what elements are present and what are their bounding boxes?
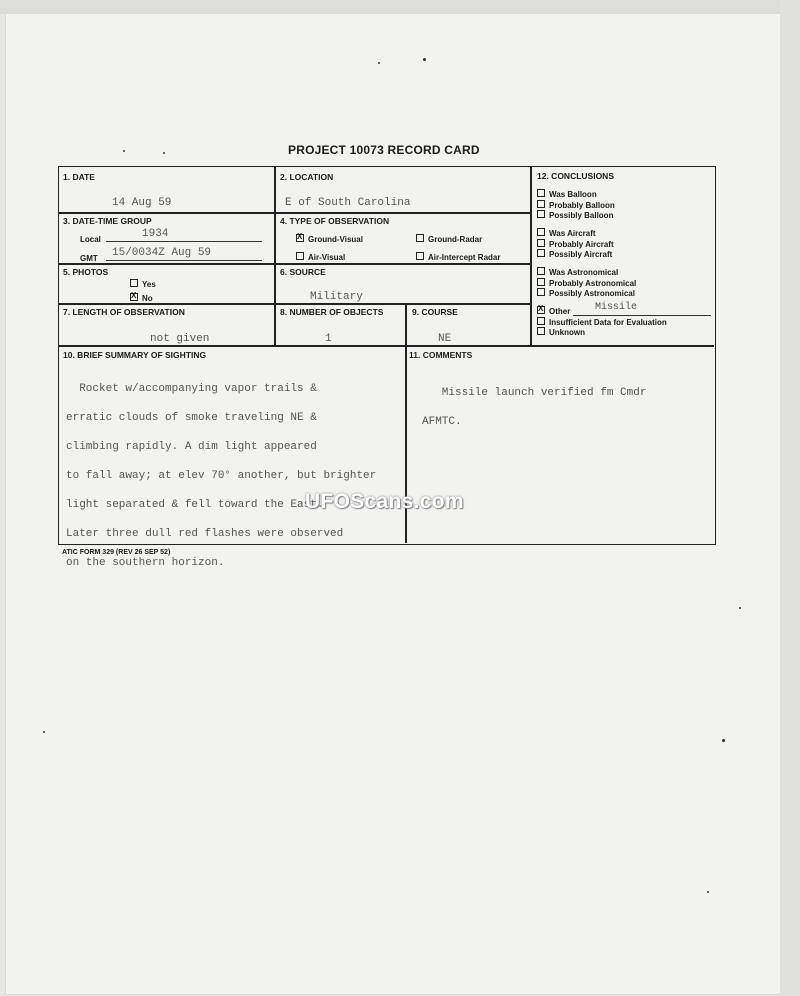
checkbox-possibly-aircraft[interactable] (537, 249, 545, 257)
conclusion-possibly-astronomical (537, 288, 636, 299)
conclusion-text: Was Astronomical (549, 268, 619, 277)
checkbox-probably-balloon[interactable] (537, 200, 545, 208)
date-value: 14 Aug 59 (112, 197, 172, 209)
conclusion-text: Possibly Aircraft (549, 250, 613, 260)
scan-speck (163, 152, 165, 154)
conclusion-other-value: Missile (595, 302, 638, 313)
checkbox-photos-no[interactable] (130, 293, 138, 301)
photos-yes-text: Yes (142, 280, 156, 289)
comments-line: AFMTC. (422, 415, 462, 428)
conclusion-unknown (537, 327, 667, 338)
checkbox-was-aircraft[interactable] (537, 228, 545, 236)
location-value: E of South Carolina (285, 197, 411, 209)
checkbox-mark: X (297, 232, 303, 241)
num-objects-label: 8. NUMBER OF OBJECTS (280, 307, 384, 317)
conclusion-text: Was Balloon (549, 190, 597, 199)
checkbox-probably-astronomical[interactable] (537, 278, 545, 286)
divider-v-left (274, 167, 276, 345)
conclusion-probably-aircraft (537, 239, 614, 250)
conclusion-group-aircraft (537, 228, 614, 260)
summary-line: Rocket w/accompanying vapor trails & (66, 382, 317, 395)
divider-h-4 (59, 303, 530, 305)
source-value: Military (310, 291, 363, 303)
checkbox-possibly-balloon[interactable] (537, 210, 545, 218)
num-objects-value: 1 (325, 333, 332, 345)
conclusion-group-other (537, 302, 667, 338)
summary-line: on the southern horizon. (66, 556, 225, 569)
divider-h-2 (275, 212, 530, 214)
photos-label: 5. PHOTOS (63, 267, 109, 277)
scan-speck (378, 62, 380, 64)
divider-h-5 (59, 345, 714, 347)
conclusion-possibly-aircraft (537, 249, 614, 260)
course-value: NE (438, 333, 452, 345)
checkbox-possibly-astronomical[interactable] (537, 288, 545, 296)
conclusion-probably-astronomical (537, 278, 636, 289)
option-ground-radar (416, 234, 482, 244)
source-label: 6. SOURCE (280, 267, 326, 277)
conclusion-text: Possibly Balloon (549, 211, 614, 221)
local-label: Local (80, 235, 101, 244)
divider-v-right (530, 167, 532, 345)
checkbox-mark: X (131, 291, 137, 300)
card-title: PROJECT 10073 RECORD CARD (288, 143, 480, 157)
date-label: 1. DATE (63, 172, 95, 182)
conclusion-text: Probably Astronomical (549, 278, 637, 288)
option-air-intercept-radar-text: Air-Intercept Radar (428, 253, 501, 262)
option-ground-visual-text: Ground-Visual (308, 235, 363, 244)
conclusion-was-astronomical (537, 267, 636, 278)
summary-line: erratic clouds of smoke traveling NE & (66, 411, 317, 424)
option-air-visual-text: Air-Visual (308, 253, 346, 262)
scan-speck (739, 607, 741, 609)
length-label: 7. LENGTH OF OBSERVATION (63, 307, 185, 317)
checkbox-insufficient[interactable] (537, 317, 545, 325)
conclusions-label: 12. CONCLUSIONS (537, 171, 614, 181)
conclusion-was-aircraft (537, 228, 614, 239)
summary-line: to fall away; at elev 70° another, but brighter (66, 469, 377, 482)
conclusion-text: Was Aircraft (549, 229, 596, 238)
comments-label: 11. COMMENTS (409, 350, 473, 360)
location-label: 2. LOCATION (280, 172, 334, 182)
scan-speck (43, 731, 45, 733)
local-value: 1934 (142, 228, 169, 240)
form-id: ATIC FORM 329 (REV 26 SEP 52) (62, 549, 171, 556)
checkbox-other[interactable] (537, 306, 545, 314)
checkbox-air-visual[interactable] (296, 252, 304, 260)
checkbox-probably-aircraft[interactable] (537, 239, 545, 247)
scan-speck (722, 739, 725, 742)
other-underline (573, 315, 711, 316)
gmt-value: 15/0034Z Aug 59 (112, 247, 212, 259)
gmt-label: GMT (80, 254, 98, 263)
scan-right-edge (780, 0, 800, 996)
conclusion-insufficient (537, 317, 667, 328)
length-value: not given (150, 333, 210, 345)
date-time-group-label: 3. DATE-TIME GROUP (63, 216, 152, 226)
checkbox-was-astronomical[interactable] (537, 267, 545, 275)
summary-line: climbing rapidly. A dim light appeared (66, 440, 317, 453)
checkbox-was-balloon[interactable] (537, 189, 545, 197)
checkbox-ground-radar[interactable] (416, 234, 424, 242)
summary-label: 10. BRIEF SUMMARY OF SIGHTING (63, 350, 207, 360)
photos-yes (130, 279, 156, 289)
scan-speck (123, 150, 125, 152)
course-label: 9. COURSE (412, 307, 458, 317)
conclusion-group-astronomical (537, 267, 636, 299)
scan-speck (423, 58, 426, 61)
option-ground-visual (296, 234, 363, 244)
conclusion-text: Probably Aircraft (549, 239, 614, 249)
type-of-observation-label: 4. TYPE OF OBSERVATION (280, 216, 390, 226)
conclusion-other-label: Other (549, 307, 571, 316)
conclusion-probably-balloon (537, 200, 615, 211)
option-air-visual (296, 252, 345, 262)
conclusion-text: Possibly Astronomical (549, 289, 635, 299)
checkbox-mark: X (538, 304, 544, 313)
summary-line: Later three dull red flashes were observed (66, 527, 344, 540)
photos-no-text: No (142, 294, 153, 303)
comments-text (422, 371, 646, 444)
checkbox-photos-yes[interactable] (130, 279, 138, 287)
conclusion-text: Insufficient Data for Evaluation (549, 317, 667, 327)
checkbox-unknown[interactable] (537, 327, 545, 335)
checkbox-ground-visual[interactable] (296, 234, 304, 242)
divider-h-3 (59, 263, 530, 265)
scan-top-edge (0, 0, 800, 14)
divider-h-1 (59, 212, 274, 214)
checkbox-air-intercept-radar[interactable] (416, 252, 424, 260)
conclusion-text: Probably Balloon (549, 200, 615, 210)
divider-v-course (405, 303, 407, 345)
option-ground-radar-text: Ground-Radar (428, 235, 483, 244)
conclusion-group-balloon (537, 189, 615, 221)
conclusion-other (537, 302, 667, 317)
option-air-intercept-radar (416, 252, 500, 262)
scan-speck (707, 891, 709, 893)
photos-no (130, 293, 153, 303)
watermark: UFOScans.com (305, 490, 464, 513)
comments-line: Missile launch verified fm Cmdr (422, 386, 647, 399)
conclusion-possibly-balloon (537, 210, 615, 221)
conclusion-was-balloon (537, 189, 615, 200)
conclusion-text: Unknown (549, 328, 585, 338)
local-underline (106, 241, 262, 242)
gmt-underline (106, 260, 262, 261)
summary-line: light separated & fell toward the East. (66, 498, 324, 511)
